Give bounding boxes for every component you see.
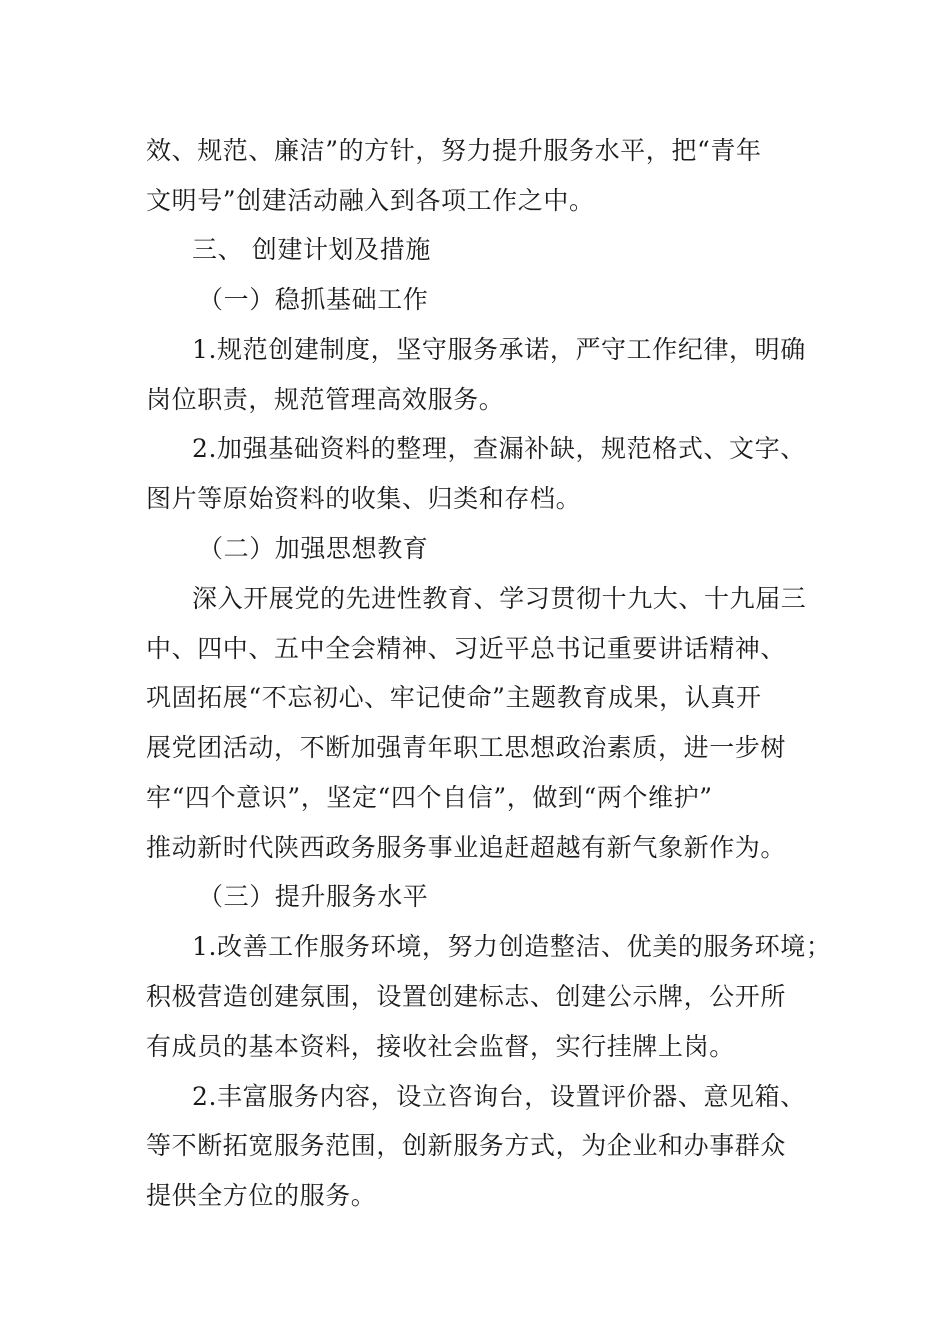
paragraph-line: 1.改善工作服务环境，努力创造整洁、优美的服务环境； [192, 932, 832, 961]
paragraph-line: 效、规范、廉洁”的方针，努力提升服务水平，把“青年 [146, 136, 762, 165]
paragraph-line: 巩固拓展“不忘初心、牢记使命”主题教育成果，认真开 [146, 683, 762, 712]
paragraph-line: 牢“四个意识”，坚定“四个自信”，做到“两个维护” [146, 783, 713, 812]
paragraph-line: 图片等原始资料的收集、归类和存档。 [146, 484, 582, 513]
subsection-heading: （一）稳抓基础工作 [198, 285, 429, 314]
paragraph-line: 提供全方位的服务。 [146, 1181, 377, 1210]
paragraph-line: 2.加强基础资料的整理，查漏补缺，规范格式、文字、 [192, 434, 806, 463]
paragraph-line: 有成员的基本资料，接收社会监督，实行挂牌上岗。 [146, 1032, 735, 1061]
paragraph-line: 1.规范创建制度，坚守服务承诺，严守工作纪律，明确 [192, 335, 806, 364]
subsection-heading: （三）提升服务水平 [198, 882, 429, 911]
paragraph-line: 展党团活动，不断加强青年职工思想政治素质，进一步树 [146, 733, 787, 762]
paragraph-line: 文明号”创建活动融入到各项工作之中。 [146, 186, 595, 215]
paragraph-line: 积极营造创建氛围，设置创建标志、创建公示牌，公开所 [146, 982, 787, 1011]
paragraph-line: 深入开展党的先进性教育、学习贯彻十九大、十九届三 [192, 584, 807, 613]
subsection-heading: （二）加强思想教育 [198, 534, 429, 563]
section-heading: 三、 创建计划及措施 [192, 235, 431, 264]
paragraph-line: 2.丰富服务内容，设立咨询台，设置评价器、意见箱、 [192, 1082, 806, 1111]
paragraph-line: 中、四中、五中全会精神、习近平总书记重要讲话精神、 [146, 634, 787, 663]
paragraph-line: 推动新时代陕西政务服务事业追赶超越有新气象新作为。 [146, 833, 787, 862]
paragraph-line: 等不断拓宽服务范围，创新服务方式，为企业和办事群众 [146, 1131, 787, 1160]
paragraph-line: 岗位职责，规范管理高效服务。 [146, 385, 505, 414]
